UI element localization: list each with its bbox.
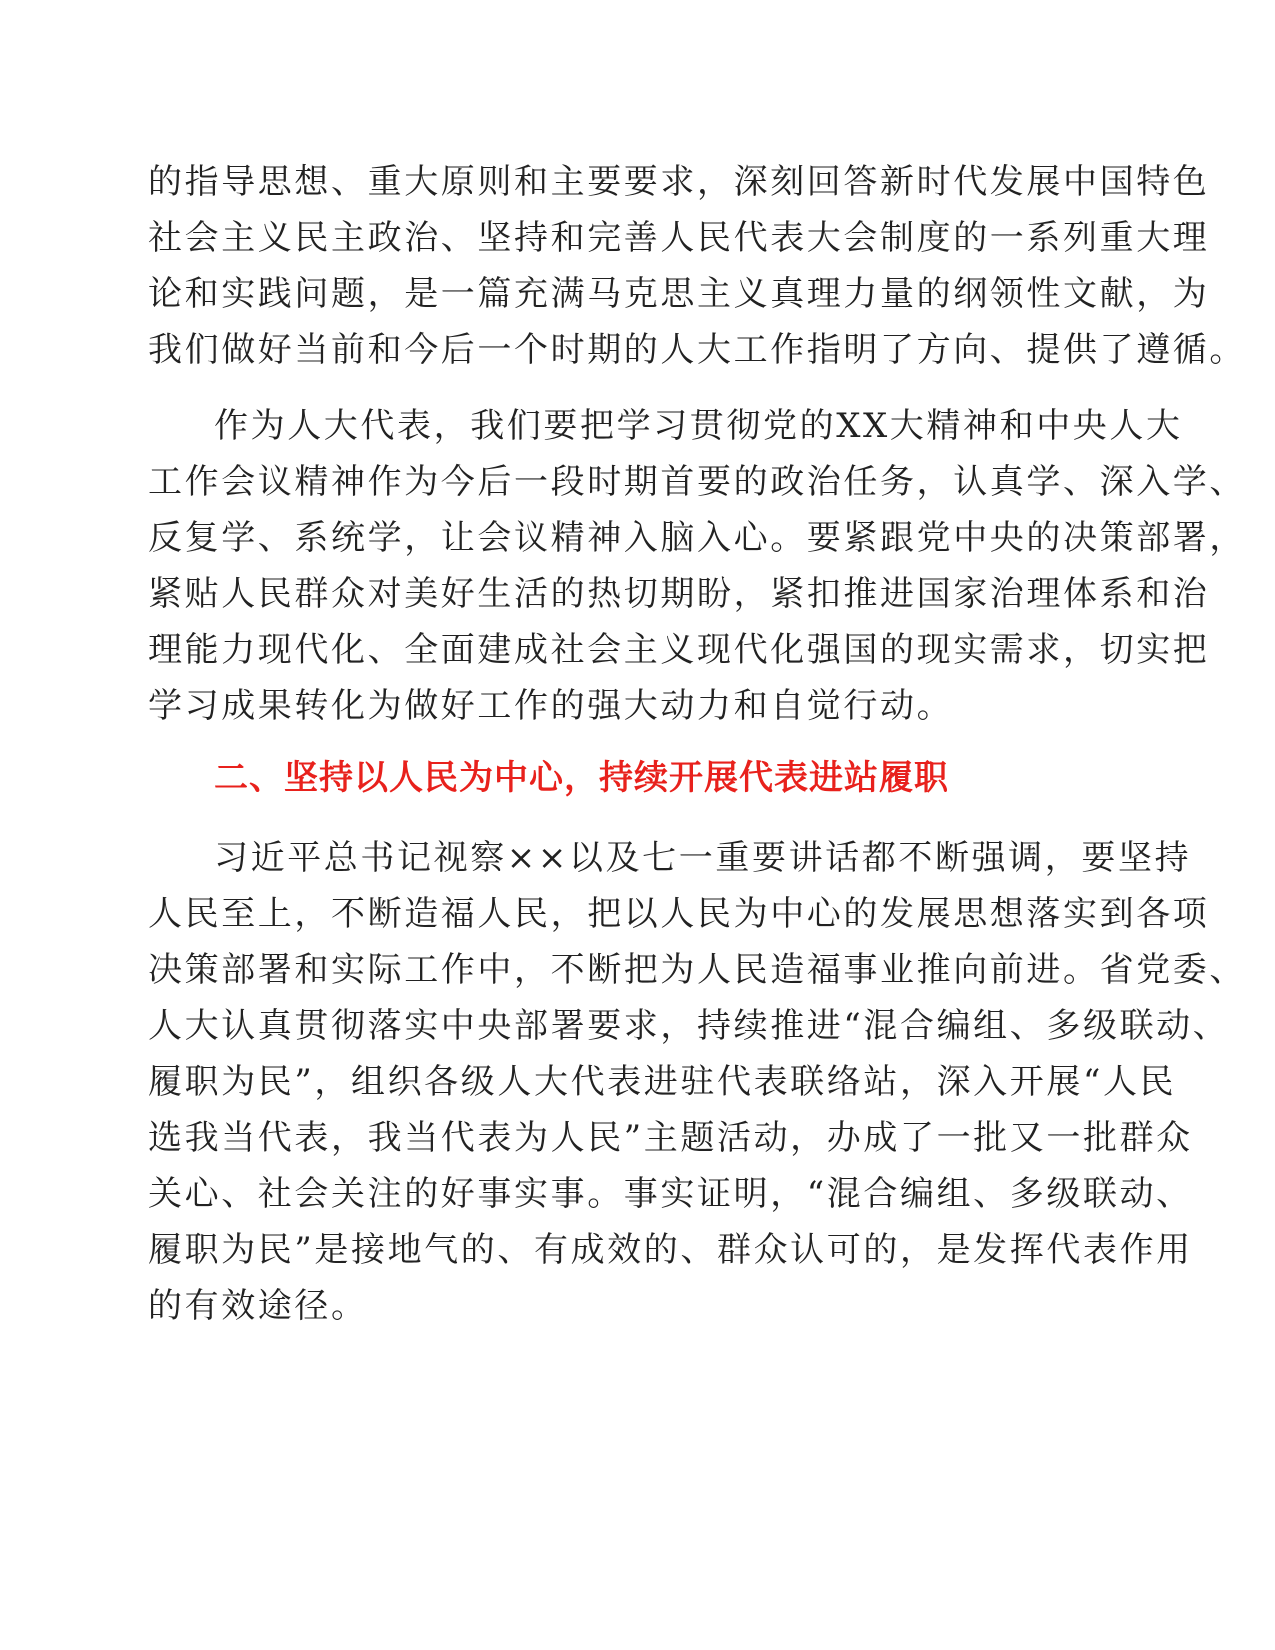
paragraph-2-line-5: 理能力现代化、全面建成社会主义现代化强国的现实需求，切实把 xyxy=(148,630,1210,670)
paragraph-3-line-5: 履职为民”，组织各级人大代表进驻代表联络站，深入开展“人民 xyxy=(148,1062,1177,1102)
paragraph-3-line-6: 选我当代表，我当代表为人民”主题活动，办成了一批又一批群众 xyxy=(148,1118,1193,1158)
paragraph-3-line-1: 习近平总书记视察××以及七一重要讲话都不断强调，要坚持 xyxy=(214,838,1192,878)
paragraph-1-line-1: 的指导思想、重大原则和主要要求，深刻回答新时代发展中国特色 xyxy=(148,162,1210,202)
paragraph-1-line-3: 论和实践问题，是一篇充满马克思主义真理力量的纲领性文献，为 xyxy=(148,274,1210,314)
paragraph-3-line-2: 人民至上，不断造福人民，把以人民为中心的发展思想落实到各项 xyxy=(148,894,1210,934)
paragraph-3-line-8: 履职为民”是接地气的、有成效的、群众认可的，是发挥代表作用 xyxy=(148,1230,1193,1270)
paragraph-2-line-1: 作为人大代表，我们要把学习贯彻党的XX大精神和中央人大 xyxy=(214,406,1183,446)
paragraph-2-line-6: 学习成果转化为做好工作的强大动力和自觉行动。 xyxy=(148,686,954,726)
paragraph-1-line-2: 社会主义民主政治、坚持和完善人民代表大会制度的一系列重大理 xyxy=(148,218,1210,258)
paragraph-2-line-4: 紧贴人民群众对美好生活的热切期盼，紧扣推进国家治理体系和治 xyxy=(148,574,1210,614)
paragraph-2-line-2: 工作会议精神作为今后一段时期首要的政治任务，认真学、深入学、 xyxy=(148,462,1246,502)
paragraph-3-line-4: 人大认真贯彻落实中央部署要求，持续推进“混合编组、多级联动、 xyxy=(148,1006,1230,1046)
paragraph-3-line-9: 的有效途径。 xyxy=(148,1286,368,1326)
paragraph-3-line-7: 关心、社会关注的好事实事。事实证明，“混合编组、多级联动、 xyxy=(148,1174,1193,1214)
paragraph-1-line-4: 我们做好当前和今后一个时期的人大工作指明了方向、提供了遵循。 xyxy=(148,330,1246,370)
paragraph-3-line-3: 决策部署和实际工作中，不断把为人民造福事业推向前进。省党委、 xyxy=(148,950,1246,990)
section-heading: 二、坚持以人民为中心，持续开展代表进站履职 xyxy=(214,758,949,798)
paragraph-2-line-3: 反复学、系统学，让会议精神入脑入心。要紧跟党中央的决策部署， xyxy=(148,518,1246,558)
